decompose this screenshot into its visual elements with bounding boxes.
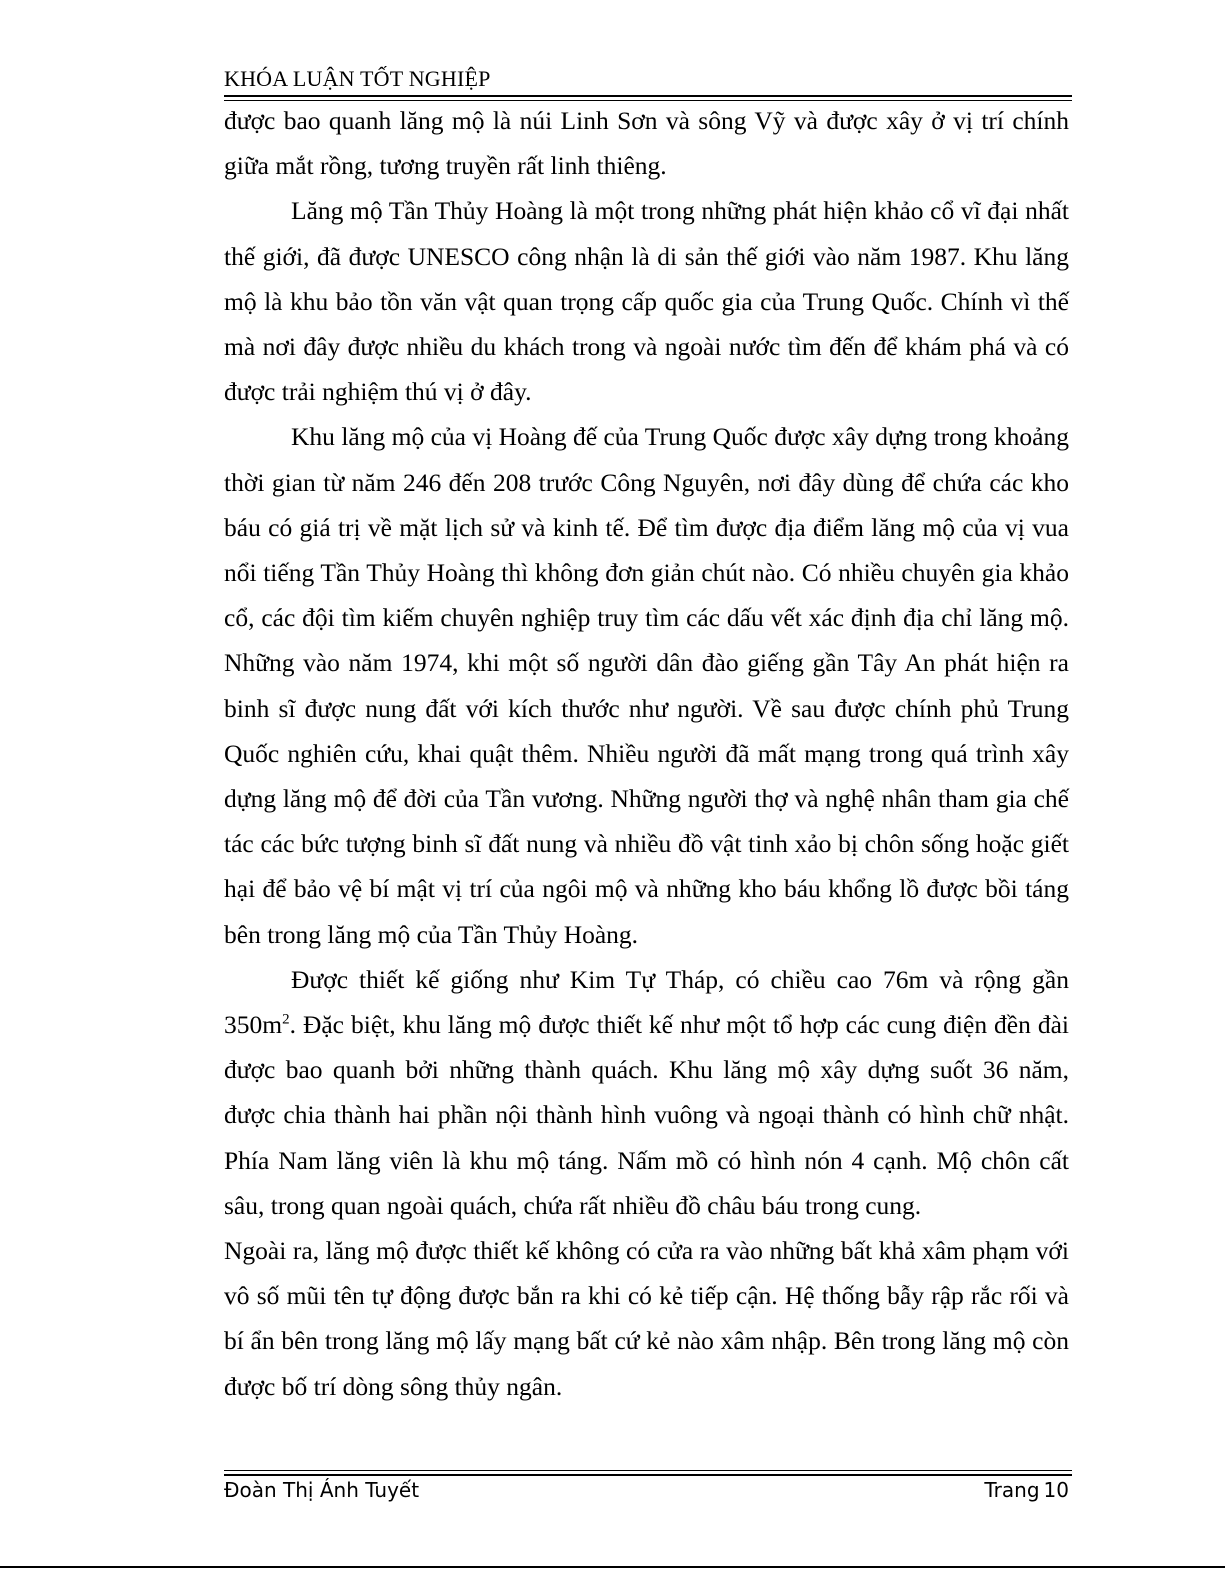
paragraph-1: được bao quanh lăng mộ là núi Linh Sơn và sông Vỹ và được xây ở vị trí chính giữa mắt rồng, tương truyền rất linh thiêng. xyxy=(224,106,1069,181)
footer-page-label: Trang xyxy=(984,1478,1040,1502)
paragraph-3: Khu lăng mộ của vị Hoàng đế của Trung Quốc được xây dựng trong khoảng thời gian từ năm 246 đến 208 trước Công Nguyên, nơi đây dùng để chứa các kho báu có giá trị về mặt lịch sử và kinh tế. Để tìm được địa điểm lăng mộ của vị vua nổi tiếng Tần Thủy Hoàng thì không đơn giản chút nào. Có nhiều chuyên gia khảo cổ, các đội tìm kiếm chuyên nghiệp truy tìm các dấu vết xác định địa chỉ lăng mộ. Những vào năm 1974, khi một số người dân đào giếng gần Tây An phát hiện ra binh sĩ được nung đất với kích thước như người. Về sau được chính phủ Trung Quốc nghiên cứu, khai quật thêm. Nhiều người đã mất mạng trong quá trình xây dựng lăng mộ để đời của Tần vương. Những người thợ và nghệ nhân tham gia chế tác các bức tượng binh sĩ đất nung và nhiều đồ vật tinh xảo bị chôn sống hoặc giết hại để bảo vệ bí mật vị trí của ngôi mộ và những kho báu khổng lồ được bồi táng bên trong lăng mộ của Tần Thủy Hoàng. xyxy=(224,422,1069,949)
header-rule xyxy=(224,95,1072,97)
paragraph-2: Lăng mộ Tần Thủy Hoàng là một trong những phát hiện khảo cổ vĩ đại nhất thế giới, đã được UNESCO công nhận là di sản thế giới vào năm 1987. Khu lăng mộ là khu bảo tồn văn vật quan trọng cấp quốc gia của Trung Quốc. Chính vì thế mà nơi đây được nhiều du khách trong và ngoài nước tìm đến để khám phá và có được trải nghiệm thú vị ở đây. xyxy=(224,196,1069,407)
footer-author: Đoàn Thị Ánh Tuyết xyxy=(224,1478,420,1502)
footer-page-number xyxy=(984,1474,1069,1506)
paragraph-4-end: . Đặc biệt, khu lăng mộ được thiết kế như một tổ hợp các cung điện đền đài được bao quanh bởi những thành quách. Khu lăng mộ xây dựng suốt 36 năm, được chia thành hai phần nội thành hình vuông và ngoại thành có hình chữ nhật. Phía Nam lăng viên là khu mộ táng. Nấm mồ có hình nón 4 cạnh. Mộ chôn cất sâu, trong quan ngoài quách, chứa rất nhiều đồ châu báu trong cung. xyxy=(224,1010,1069,1220)
footer xyxy=(224,1474,1069,1506)
header-title: KHÓA LUẬN TỐT NGHIỆP xyxy=(224,66,491,91)
body-text xyxy=(224,98,1069,1409)
page-bottom-edge xyxy=(0,1566,1225,1568)
footer-rule-secondary xyxy=(224,1470,1072,1471)
paragraph-4 xyxy=(224,957,1069,1228)
paragraph-5: Ngoài ra, lăng mộ được thiết kế không có cửa ra vào những bất khả xâm phạm với vô số mũi tên tự động được bắn ra khi có kẻ tiếp cận. Hệ thống bẫy rập rắc rối và bí ẩn bên trong lăng mộ lấy mạng bất cứ kẻ nào xâm nhập. Bên trong lăng mộ còn được bố trí dòng sông thủy ngân. xyxy=(224,1236,1069,1401)
footer-page-value: 10 xyxy=(1043,1478,1069,1502)
superscript-2: 2 xyxy=(282,1011,290,1028)
paragraph-4-start: Được thiết kế giống như Kim Tự Tháp, có chiều cao 76m và rộng gần 350m xyxy=(224,964,1069,1040)
